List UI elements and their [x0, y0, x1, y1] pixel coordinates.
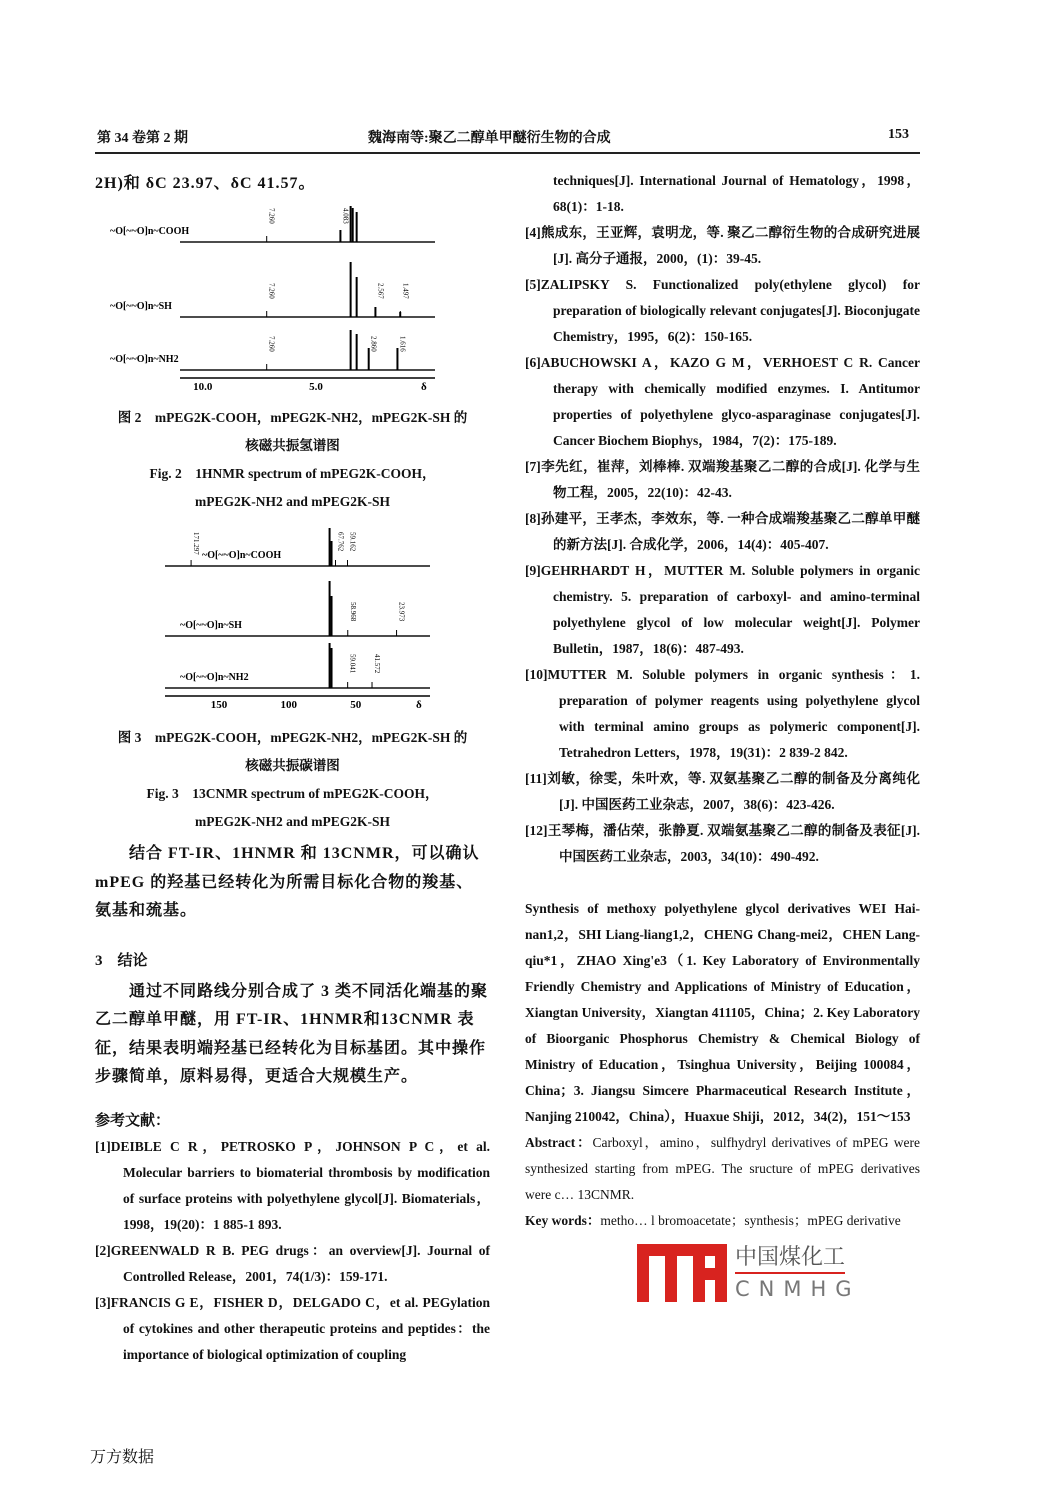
structure-label: ~O[~~O]n~NH2 — [110, 354, 179, 365]
x-tick-label: 150 — [210, 699, 228, 711]
peak-label: 1.497 — [401, 283, 410, 299]
reference-item: [6]ABUCHOWSKI A，KAZO G M，VERHOEST C R. Cancer therapy with chemically modified enzymes. I. Antitumor properties of polyethylene glyco-asparaginase conjugates[J]. Cancer Biochem Biophys，1984，7(2)：175-189. — [525, 355, 920, 448]
structure-label: ~O[~~O]n~COOH — [202, 550, 282, 561]
reference-item: [1]DEIBLE C R，PETROSKO P，JOHNSON P C，et al. Molecular barriers to biomaterial thrombosis by modification of surface proteins with polyethylene glycol[J]. Biomaterials，1998，19(20)：1 885-1 893. — [95, 1138, 490, 1232]
structure-label: ~O[~~O]n~SH — [180, 620, 242, 631]
peak-label: 2.567 — [376, 283, 385, 299]
caption-zh: 图 2 mPEG2K-COOH，mPEG2K-NH2，mPEG2K-SH 的 — [117, 410, 468, 425]
reference-item: [11]刘敏，徐雯，朱叶欢，等. 双氨基聚乙二醇的制备及分离纯化[J]. 中国医药工业杂志，2007，38(6)：423-426. — [525, 771, 920, 812]
caption-zh: 核磁共振氢谱图 — [245, 438, 340, 453]
abstract-text: Carboxyl，amino，sulfhydryl derivatives of mPEG were synthesized starting from mPEG. The sructure of mPEG derivatives were c… 13CNMR. — [525, 1135, 920, 1202]
x-tick-label: 50 — [350, 699, 362, 711]
structure-label: ~O[~~O]n~COOH — [110, 226, 190, 237]
reference-item: [5]ZALIPSKY S. Functionalized poly(ethylene glycol) for preparation of biologically relevant conjugates[J]. Bioconjugate Chemistry，1995，6(2)：150-165. — [525, 277, 920, 344]
header-rule — [95, 152, 920, 154]
references-heading: 参考文献： — [95, 1112, 171, 1129]
peak-label: 1.616 — [398, 336, 407, 352]
reference-item: [8]孙建平，王孝杰，李效东，等. 一种合成端羧基聚乙二醇单甲醚的新方法[J]. 合成化学，2006，14(4)：405-407. — [525, 511, 920, 552]
reference-item: [2]GREENWALD R B. PEG drugs：an overview[J]. Journal of Controlled Release，2001，74(1/3)：159-171. — [95, 1242, 490, 1284]
watermark-zh: 中国煤化工 — [735, 1244, 845, 1274]
structure-label: ~O[~~O]n~SH — [110, 301, 172, 312]
peak-label: 7.260 — [267, 208, 276, 224]
reference-item: [9]GEHRHARDT H，MUTTER M. Soluble polymers in organic chemistry. 5. preparation of carboxyl- and amino-terminal polyethylene glycol of low molecular weight[J]. Polymer Bulletin，1987，18(6)：487-493. — [525, 563, 920, 656]
paragraph: 结合 FT-IR、1HNMR 和 13CNMR，可以确认 mPEG 的羟基已经转化为所需目标化合物的羧基、氨基和巯基。 — [95, 845, 480, 919]
reference-item: [3]FRANCIS G E，FISHER D，DELGADO C，et al. PEGylation of cytokines and other therapeutic proteins and peptides：the importance of biological optimization of coupling — [95, 1294, 490, 1362]
abstract — [525, 1130, 920, 1208]
peak-label: 58.968 — [348, 602, 357, 622]
peak-label: 171.297 — [192, 532, 201, 555]
caption-en: Fig. 2 1HNMR spectrum of mPEG2K-COOH， — [149, 466, 436, 481]
caption-en: Fig. 3 13CNMR spectrum of mPEG2K-COOH， — [146, 786, 439, 801]
keywords — [525, 1208, 920, 1234]
running-title: 魏海南等:聚乙二醇单甲醚衍生物的合成 — [368, 131, 611, 146]
x-tick-label: 10.0 — [193, 381, 213, 393]
figure-2-hnmr — [110, 202, 470, 398]
intro-text: 2H)和 δC 23.97、δC 41.57。 — [95, 175, 316, 192]
caption-en: mPEG2K-NH2 and mPEG2K-SH — [194, 494, 390, 509]
caption-zh: 核磁共振碳谱图 — [245, 758, 340, 773]
journal-issue: 第 34 卷第 2 期 — [97, 131, 188, 146]
peak-label: 59.041 — [348, 654, 357, 674]
structure-label: ~O[~~O]n~NH2 — [180, 672, 249, 683]
fig3-caption — [95, 724, 490, 836]
watermark-en: CNMHG — [735, 1277, 861, 1301]
caption-en: mPEG2K-NH2 and mPEG2K-SH — [194, 814, 390, 829]
english-abstract-header: Synthesis of methoxy polyethylene glycol derivatives WEI Hai-nan1,2，SHI Liang-liang1,2，CHENG Chang-mei2，CHEN Lang-qiu*1，ZHAO Xing'e3（1. Key Laboratory of Environmentally Friendly Chemistry and Applications of Ministry of Education，Xiangtan University，Xiangtan 411105，China；2. Key Laboratory of Bioorganic Phosphorus Chemistry & Chemical Biology of Ministry of Education，Tsinghua University，Beijing 100084，China；3. Jiangsu Simcere Pharmaceutical Research Institute，Nanjing 210042，China），Huaxue Shiji，2012，34(2)，151～153 — [525, 901, 920, 1124]
x-tick-label: 100 — [280, 699, 298, 711]
reference-item: [4]熊成东，王亚辉，袁明龙，等. 聚乙二醇衍生物的合成研究进展[J]. 高分子通报，2000，(1)：39-45. — [525, 225, 920, 266]
caption-zh: 图 3 mPEG2K-COOH，mPEG2K-NH2，mPEG2K-SH 的 — [117, 730, 468, 745]
keywords-text: metho… l bromoacetate；synthesis；mPEG derivative — [600, 1213, 901, 1228]
figure-3-cnmr — [110, 528, 470, 718]
reference-item: techniques[J]. International Journal of Hematology，1998，68(1)：1-18. — [553, 173, 920, 214]
abstract-label: Abstract： — [525, 1135, 593, 1150]
watermark-mark-icon — [637, 1244, 729, 1304]
peak-label: 7.260 — [267, 336, 276, 352]
paragraph: 通过不同路线分别合成了 3 类不同活化端基的聚乙二醇单甲醚，用 FT-IR、1HNMR和13CNMR 表征，结果表明端羟基已经转化为目标基团。其中操作步骤简单，原料易得，更适合大规模生产。 — [95, 982, 489, 1085]
reference-item: [12]王琴梅，潘佔荣，张静夏. 双端氨基聚乙二醇的制备及表征[J]. 中国医药工业杂志，2003，34(10)：490-492. — [525, 823, 920, 864]
reference-item: [10]MUTTER M. Soluble polymers in organic synthesis：1. preparation of polymer reagents using polyethylene glycol with terminal amino groups as polymeric component[J]. Tetrahedron Letters，1978，19(31)：2 839-2 842. — [525, 667, 920, 760]
keywords-label: Key words： — [525, 1213, 601, 1228]
peak-label: 67.762 — [336, 532, 345, 552]
footer-source: 万方数据 — [90, 1447, 155, 1466]
peak-label: 23.973 — [397, 602, 406, 622]
fig2-caption — [95, 404, 490, 516]
x-tick-label: δ — [416, 699, 422, 711]
peak-label: 2.860 — [369, 336, 378, 352]
x-tick-label: 5.0 — [309, 381, 323, 393]
peak-label: 7.260 — [267, 283, 276, 299]
peak-label: 41.572 — [373, 654, 382, 674]
left-body — [95, 840, 490, 1368]
section-heading: 3 结论 — [95, 952, 148, 969]
x-tick-label: δ — [421, 381, 427, 393]
reference-item: [7]李先红，崔萍，刘棒棒. 双端羧基聚乙二醇的合成[J]. 化学与生物工程，2005，22(10)：42-43. — [525, 459, 920, 500]
right-column — [525, 168, 920, 1304]
page-number: 153 — [888, 127, 909, 142]
left-column — [95, 170, 490, 199]
peak-label: 59.162 — [348, 532, 357, 552]
peak-label: 4.083 — [341, 208, 350, 224]
watermark-logo — [637, 1244, 927, 1304]
